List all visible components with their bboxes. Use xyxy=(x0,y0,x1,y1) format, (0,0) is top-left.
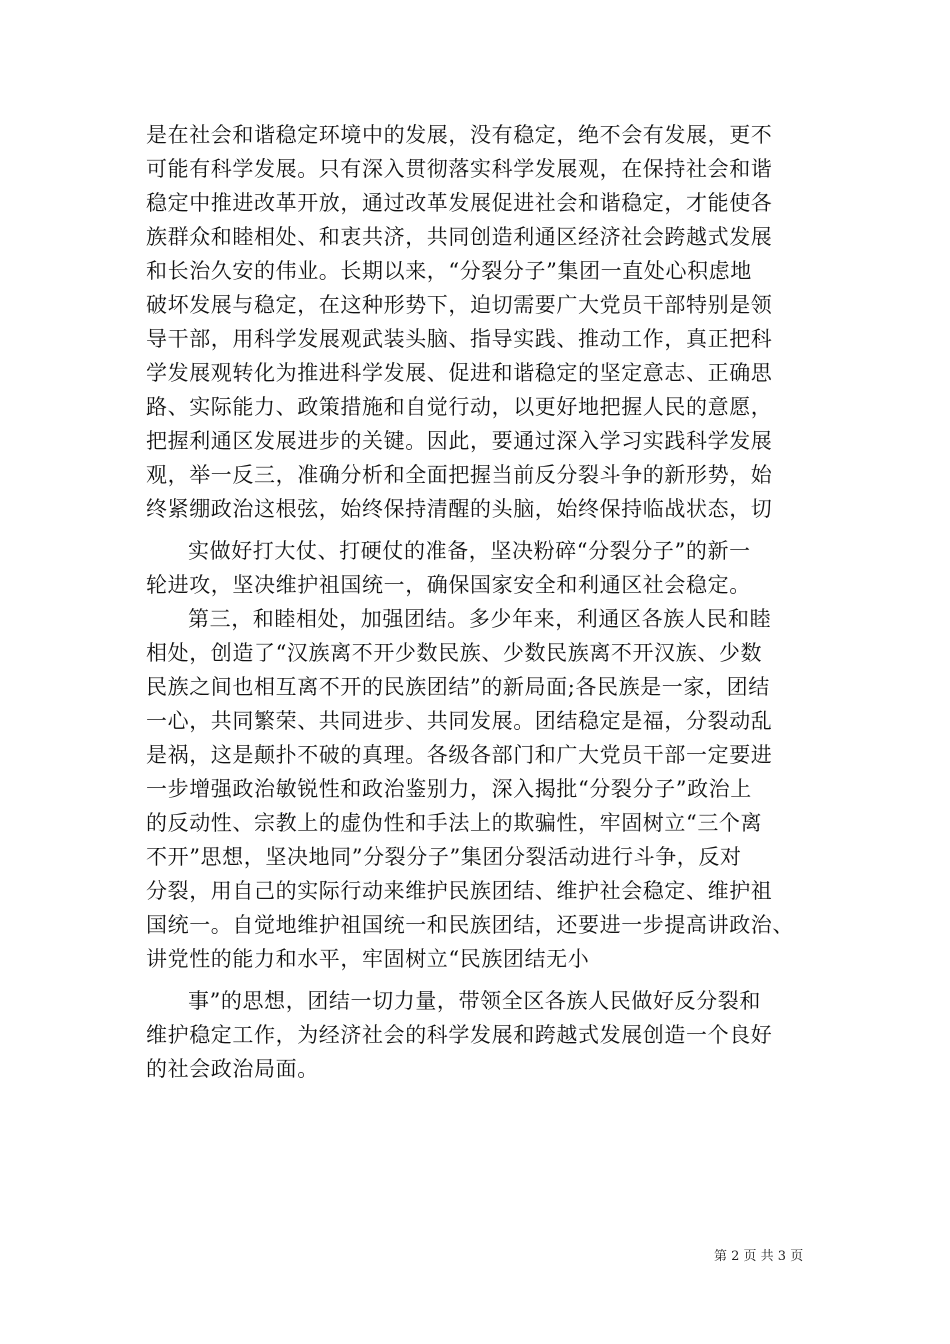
body-line: 把握利通区发展进步的关键。因此，要通过深入学习实践科学发展 xyxy=(146,429,773,453)
body-line: 是在社会和谐稳定环境中的发展，没有稳定，绝不会有发展，更不 xyxy=(146,123,773,147)
body-line: 国统一。自觉地维护祖国统一和民族团结，还要进一步提高讲政治、 xyxy=(146,913,794,937)
body-line: 路、实际能力、政策措施和自觉行动，以更好地把握人民的意愿， xyxy=(146,395,773,419)
body-line: 一步增强政治敏锐性和政治鉴别力，深入揭批“分裂分子”政治上 xyxy=(146,777,752,801)
body-line: 的反动性、宗教上的虚伪性和手法上的欺骗性，牢固树立“三个离 xyxy=(146,811,763,835)
body-line: 不开”思想，坚决地同”分裂分子”集团分裂活动进行斗争，反对 xyxy=(146,845,742,869)
body-line: 第三，和睦相处，加强团结。多少年来，利通区各族人民和睦 xyxy=(188,607,772,631)
body-line: 观，举一反三，准确分析和全面把握当前反分裂斗争的新形势，始 xyxy=(146,463,773,487)
body-line: 一心，共同繁荣、共同进步、共同发展。团结稳定是福，分裂动乱 xyxy=(146,709,773,733)
body-line: 讲党性的能力和水平，牢固树立“民族团结无小 xyxy=(146,947,590,971)
body-line: 轮进攻，坚决维护祖国统一，确保国家安全和利通区社会稳定。 xyxy=(146,573,751,597)
body-line: 是祸，这是颠扑不破的真理。各级各部门和广大党员干部一定要进 xyxy=(146,743,773,767)
body-line: 维护稳定工作，为经济社会的科学发展和跨越式发展创造一个良好 xyxy=(146,1023,773,1047)
body-line: 事”的思想，团结一切力量，带领全区各族人民做好反分裂和 xyxy=(188,989,761,1013)
page-number-footer: 第 2 页 共 3 页 xyxy=(714,1249,804,1264)
body-line: 分裂，用自己的实际行动来维护民族团结、维护社会稳定、维护祖 xyxy=(146,879,773,903)
body-line: 学发展观转化为推进科学发展、促进和谐稳定的坚定意志、正确思 xyxy=(146,361,773,385)
body-line: 和长治久安的伟业。长期以来，“分裂分子”集团一直处心积虑地 xyxy=(146,259,752,283)
body-line: 族群众和睦相处、和衷共济，共同创造利通区经济社会跨越式发展 xyxy=(146,225,773,249)
body-line: 的社会政治局面。 xyxy=(146,1057,319,1081)
body-line: 终紧绷政治这根弦，始终保持清醒的头脑，始终保持临战状态，切 xyxy=(146,497,773,521)
body-line: 导干部，用科学发展观武装头脑、指导实践、推动工作，真正把科 xyxy=(146,327,773,351)
paragraph-gap xyxy=(146,526,818,534)
document-body xyxy=(146,118,818,1086)
paragraph-gap xyxy=(146,976,818,984)
body-line: 可能有科学发展。只有深入贯彻落实科学发展观，在保持社会和谐 xyxy=(146,157,773,181)
body-line: 稳定中推进改革开放，通过改革发展促进社会和谐稳定，才能使各 xyxy=(146,191,773,215)
body-line: 实做好打大仗、打硬仗的准备，坚决粉碎“分裂分子”的新一 xyxy=(188,539,751,563)
body-line: 相处，创造了“汉族离不开少数民族、少数民族离不开汉族、少数 xyxy=(146,641,763,665)
body-line: 民族之间也相互离不开的民族团结”的新局面;各民族是一家，团结 xyxy=(146,675,770,699)
body-line: 破坏发展与稳定，在这种形势下，迫切需要广大党员干部特别是领 xyxy=(146,293,773,317)
